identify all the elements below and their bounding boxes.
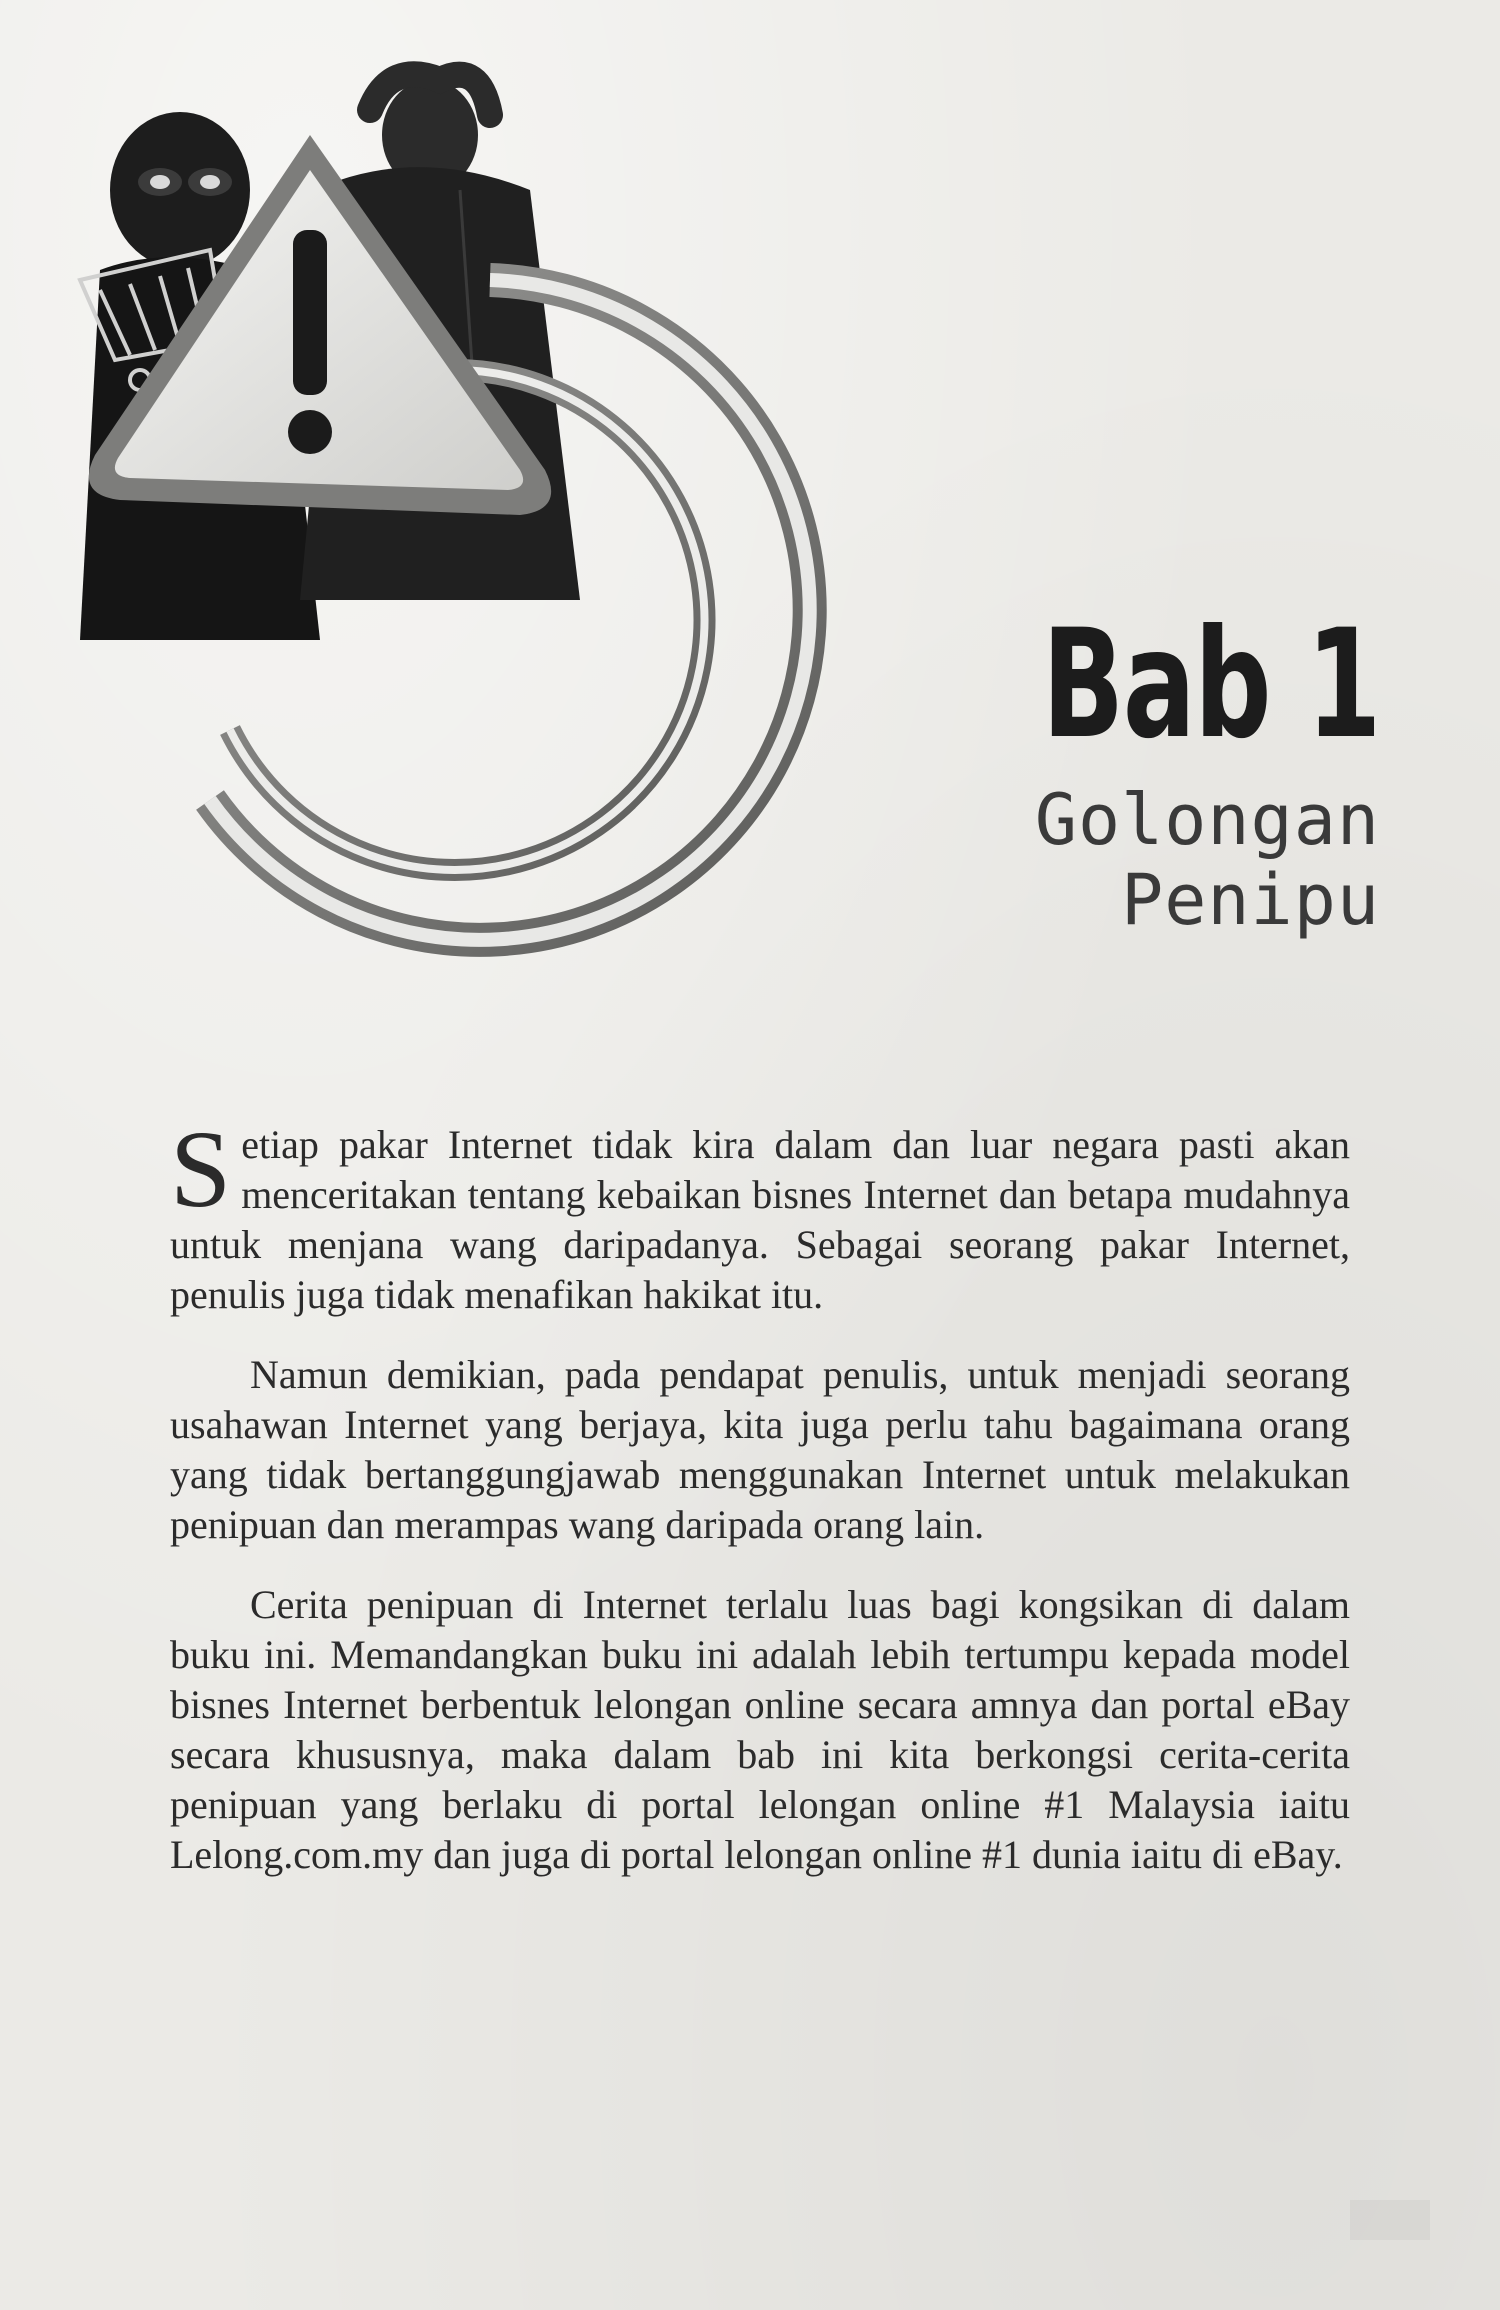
paragraph-1-text: etiap pakar Internet tidak kira dalam dan luar negara pasti akan menceritakan tentang kebaikan bisnes Internet dan betapa mudahnya untuk menjana wang daripadanya. Sebagai seorang pakar Internet, penulis juga tidak menafikan hakikat itu.	[170, 1122, 1350, 1317]
chapter-label: Bab 1	[1041, 598, 1380, 772]
paragraph-3: Cerita penipuan di Internet terlalu luas bagi kongsikan di dalam buku ini. Memandangkan buku ini adalah lebih tertumpu kepada model bisnes Internet berbentuk lelongan online secara amnya dan portal eBay secara khususnya, maka dalam bab ini kita berkongsi cerita-cerita penipuan yang berlaku di portal lelongan online #1 Malaysia iaitu Lelong.com.my dan juga di portal lelongan online #1 dunia iaitu di eBay.	[170, 1582, 1350, 1877]
paragraph-2: Namun demikian, pada pendapat penulis, untuk menjadi seorang usahawan Internet yang berjaya, kita juga perlu tahu bagaimana orang yang tidak bertanggungjawab menggunakan Internet untuk melakukan penipuan dan merampas wang daripada orang lain.	[170, 1352, 1350, 1547]
chapter-title	[780, 780, 1380, 940]
chapter-title-line2: Penipu	[1121, 859, 1380, 941]
chapter-title-line1: Golongan	[1034, 779, 1380, 861]
paragraph-1	[170, 1108, 1350, 1320]
page-corner-shade	[1350, 2200, 1430, 2240]
drop-cap: S	[170, 1108, 232, 1230]
chapter-body	[170, 1108, 1350, 1910]
chapter-heading	[780, 598, 1380, 941]
